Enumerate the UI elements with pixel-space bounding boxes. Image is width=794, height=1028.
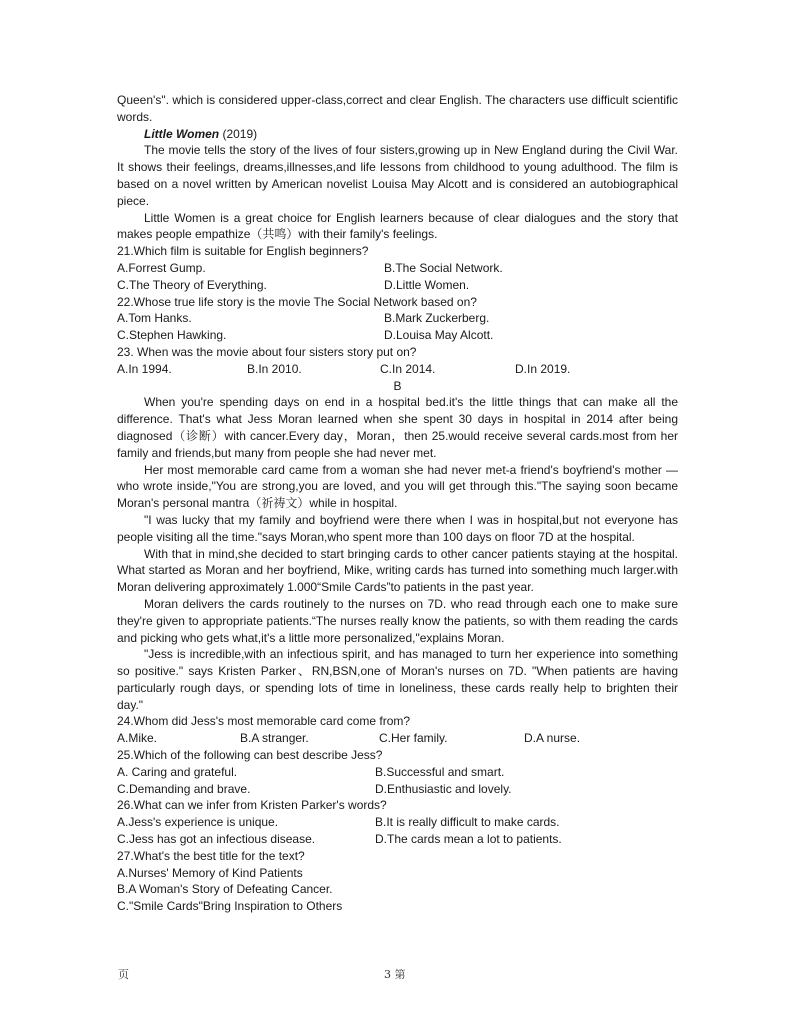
page-number: 3 第 xyxy=(384,968,406,981)
question-25-options-row-2 xyxy=(117,781,678,798)
option-d: D.A nurse. xyxy=(524,731,581,746)
film-title: Little Women xyxy=(144,126,220,141)
option-b: B.A Woman's Story of Defeating Cancer. xyxy=(117,882,333,897)
question-22-options-row-1 xyxy=(117,310,678,327)
question-21-options-row-1 xyxy=(117,260,678,277)
footer-left-text: 页 xyxy=(118,968,129,981)
option-b: B.Successful and smart. xyxy=(375,764,505,779)
question-24: 24.Whom did Jess's most memorable card come from? xyxy=(117,714,411,729)
option-a: A.Jess's experience is unique. xyxy=(117,815,279,830)
section-b-label: B xyxy=(393,378,402,393)
question-23: 23. When was the movie about four sisters story put on? xyxy=(117,344,417,359)
option-c: C.The Theory of Everything. xyxy=(117,277,267,292)
option-b: B.In 2010. xyxy=(247,361,302,376)
option-d: D.Enthusiastic and lovely. xyxy=(375,781,512,796)
option-b: B.Mark Zuckerberg. xyxy=(384,311,490,326)
option-a: A.Tom Hanks. xyxy=(117,311,192,326)
page-footer xyxy=(0,966,794,982)
option-a: A. Caring and grateful. xyxy=(117,764,238,779)
question-21-options-row-2 xyxy=(117,277,678,294)
passage-a-paragraph-1: The movie tells the story of the lives of four sisters,growing up in New England during the Civil War. It shows their feelings, dreams,illnesses,and life lessons from childhood to young adulthood. The film is based on a novel written by American novelist Louisa May Alcott and is considered an autobiographical piece. xyxy=(117,143,678,208)
question-21: 21.Which film is suitable for English beginners? xyxy=(117,244,369,259)
option-c: C.Demanding and brave. xyxy=(117,781,251,796)
question-27: 27.What's the best title for the text? xyxy=(117,848,305,863)
passage-b-paragraph-4: With that in mind,she decided to start bringing cards to other cancer patients staying at the hospital. What started as Moran and her boyfriend, Mike, writing cards has turned into something much larger.with Moran delivering approximately 1.000“Smile Cards”to patients in the past year. xyxy=(117,546,678,595)
question-26: 26.What can we infer from Kristen Parker's words? xyxy=(117,798,387,813)
question-25-options-row-1 xyxy=(117,764,678,781)
passage-b-paragraph-2: Her most memorable card came from a woman she had never met-a friend's boyfriend's mother —who wrote inside,"You are strong,you are loved, and you will get through this."The saying soon became Moran's personal mantra（祈祷文）while in hospital. xyxy=(117,462,678,511)
option-c: C.Stephen Hawking. xyxy=(117,328,227,343)
option-c: C.Her family. xyxy=(379,731,448,746)
question-22-options-row-2 xyxy=(117,327,678,344)
passage-a-continuation: Queen's". which is considered upper-class,correct and clear English. The characters use difficult scientific words. xyxy=(117,93,678,124)
question-26-options-row-2 xyxy=(117,831,678,848)
passage-a-paragraph-2: Little Women is a great choice for English learners because of clear dialogues and the story that makes people empathize（共鸣）with their family's feelings. xyxy=(117,210,678,242)
option-b: B.The Social Network. xyxy=(384,260,503,275)
option-a: A.In 1994. xyxy=(117,361,172,376)
question-25: 25.Which of the following can best describe Jess? xyxy=(117,748,383,763)
option-d: D.Louisa May Alcott. xyxy=(384,328,494,343)
option-b: B.It is really difficult to make cards. xyxy=(375,815,560,830)
passage-b-paragraph-6: "Jess is incredible,with an infectious spirit, and has managed to turn her experience into something so positive." says Kristen Parker、RN,BSN,one of Moran's nurses on 7D. "When patients are having particularly rough days, or spending lots of time in loneliness, these cards really help to brighten their day." xyxy=(117,647,678,712)
question-22: 22.Whose true life story is the movie The Social Network based on? xyxy=(117,294,477,309)
document-page xyxy=(117,92,678,915)
passage-b-paragraph-3: "I was lucky that my family and boyfriend were there when I was in hospital,but not everyone has people visiting all the time."says Moran,who spent more than 100 days on floor 7D at the hospital. xyxy=(117,512,678,544)
option-a: A.Nurses' Memory of Kind Patients xyxy=(117,865,303,880)
film-year: (2019) xyxy=(219,126,258,141)
option-c: C."Smile Cards"Bring Inspiration to Others xyxy=(117,899,343,914)
option-d: D.In 2019. xyxy=(515,361,571,376)
question-24-options xyxy=(117,730,678,747)
option-d: D.The cards mean a lot to patients. xyxy=(375,832,562,847)
option-b: B.A stranger. xyxy=(240,731,309,746)
option-c: C.Jess has got an infectious disease. xyxy=(117,832,316,847)
option-a: A.Mike. xyxy=(117,731,158,746)
option-c: C.In 2014. xyxy=(380,361,436,376)
option-d: D.Little Women. xyxy=(384,277,470,292)
film-heading xyxy=(117,126,678,143)
passage-b-paragraph-1: When you're spending days on end in a hospital bed.it's the little things that can make all the difference. That's what Jess Moran learned when she spent 30 days in hospital in 2014 after being diagnosed（诊断）with cancer.Every day，Moran，then 25.would receive several cards.most from her family and friends,but many from people she had never met. xyxy=(117,395,678,460)
question-26-options-row-1 xyxy=(117,814,678,831)
option-a: A.Forrest Gump. xyxy=(117,260,206,275)
question-23-options xyxy=(117,361,678,378)
passage-b-paragraph-5: Moran delivers the cards routinely to the nurses on 7D. who read through each one to make sure they're given to appropriate patients.“The nurses really know the patients, so with them reading the cards and picking who gets what,it's a little more personalized,"explains Moran. xyxy=(117,596,678,645)
